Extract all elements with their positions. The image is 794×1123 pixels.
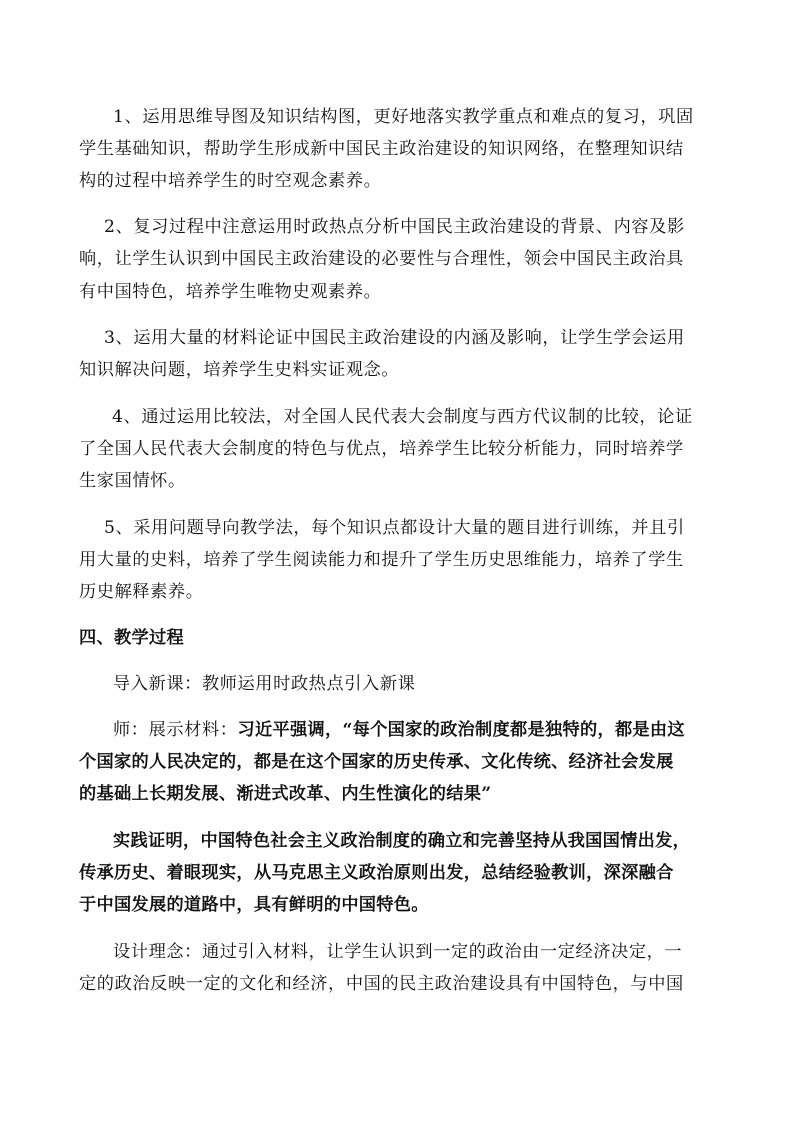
material-line-3: 的基础上长期发展、渐进式改革、内生性演化的结果”: [79, 784, 492, 804]
material-line-1: [113, 719, 685, 741]
material-prefix: 师：展示材料：: [113, 720, 238, 740]
objective-2-line-1: 2、复习过程中注意运用时政热点分析中国民主政治建设的背景、内容及影: [104, 217, 685, 237]
objective-1-line-3: 构的过程中培养学生的时空观念素养。: [79, 171, 382, 191]
objective-4-line-2: 了全国人民代表大会制度的特色与优点，培养学生比较分析能力，同时培养学: [79, 439, 684, 459]
objective-4-line-1: 4、通过运用比较法，对全国人民代表大会制度与西方代议制的比较，论证: [112, 407, 693, 427]
objective-5-line-3: 历史解释素养。: [79, 582, 204, 602]
objective-5-line-2: 用大量的史料，培养了学生阅读能力和提升了学生历史思维能力，培养了学生: [79, 550, 684, 570]
objective-2-line-3: 有中国特色，培养学生唯物史观素养。: [79, 282, 382, 302]
objective-5-line-1: 5、采用问题导向教学法，每个知识点都设计大量的题目进行训练，并且引: [104, 518, 685, 538]
objective-2-line-2: 响，让学生认识到中国民主政治建设的必要性与合理性，领会中国民主政治具: [79, 249, 684, 269]
material-quote-start: 习近平强调，“每个国家的政治制度都是独特的，都是由这: [237, 720, 685, 740]
practice-line-1: 实践证明，中国特色社会主义政治制度的确立和完善坚持从我国国情出发，: [113, 831, 691, 851]
practice-line-3: 于中国发展的道路中，具有鲜明的中国特色。: [79, 895, 429, 915]
objective-4-line-3: 生家国情怀。: [79, 471, 186, 491]
material-line-2: 个国家的人民决定的，都是在这个国家的历史传承、文化传统、经济社会发展: [79, 752, 674, 772]
section-heading: 四、教学过程: [79, 628, 184, 648]
practice-line-2: 传承历史、着眼现实，从马克思主义政治原则出发，总结经验教训，深深融合: [79, 863, 674, 883]
objective-3-line-1: 3、运用大量的材料论证中国民主政治建设的内涵及影响，让学生学会运用: [104, 328, 685, 348]
objective-1-line-1: 1、运用思维导图及知识结构图，更好地落实教学重点和难点的复习，巩固: [113, 107, 694, 127]
objective-1-line-2: 学生基础知识，帮助学生形成新中国民主政治建设的知识网络，在整理知识结: [79, 139, 684, 159]
objective-3-line-2: 知识解决问题，培养学生史料实证观念。: [79, 360, 400, 380]
design-line-1: 设计理念：通过引入材料，让学生认识到一定的政治由一定经济决定，一: [113, 942, 683, 962]
design-line-2: 定的政治反映一定的文化和经济，中国的民主政治建设具有中国特色，与中国: [79, 974, 684, 994]
intro-line: 导入新课：教师运用时政热点引入新课: [113, 674, 416, 694]
